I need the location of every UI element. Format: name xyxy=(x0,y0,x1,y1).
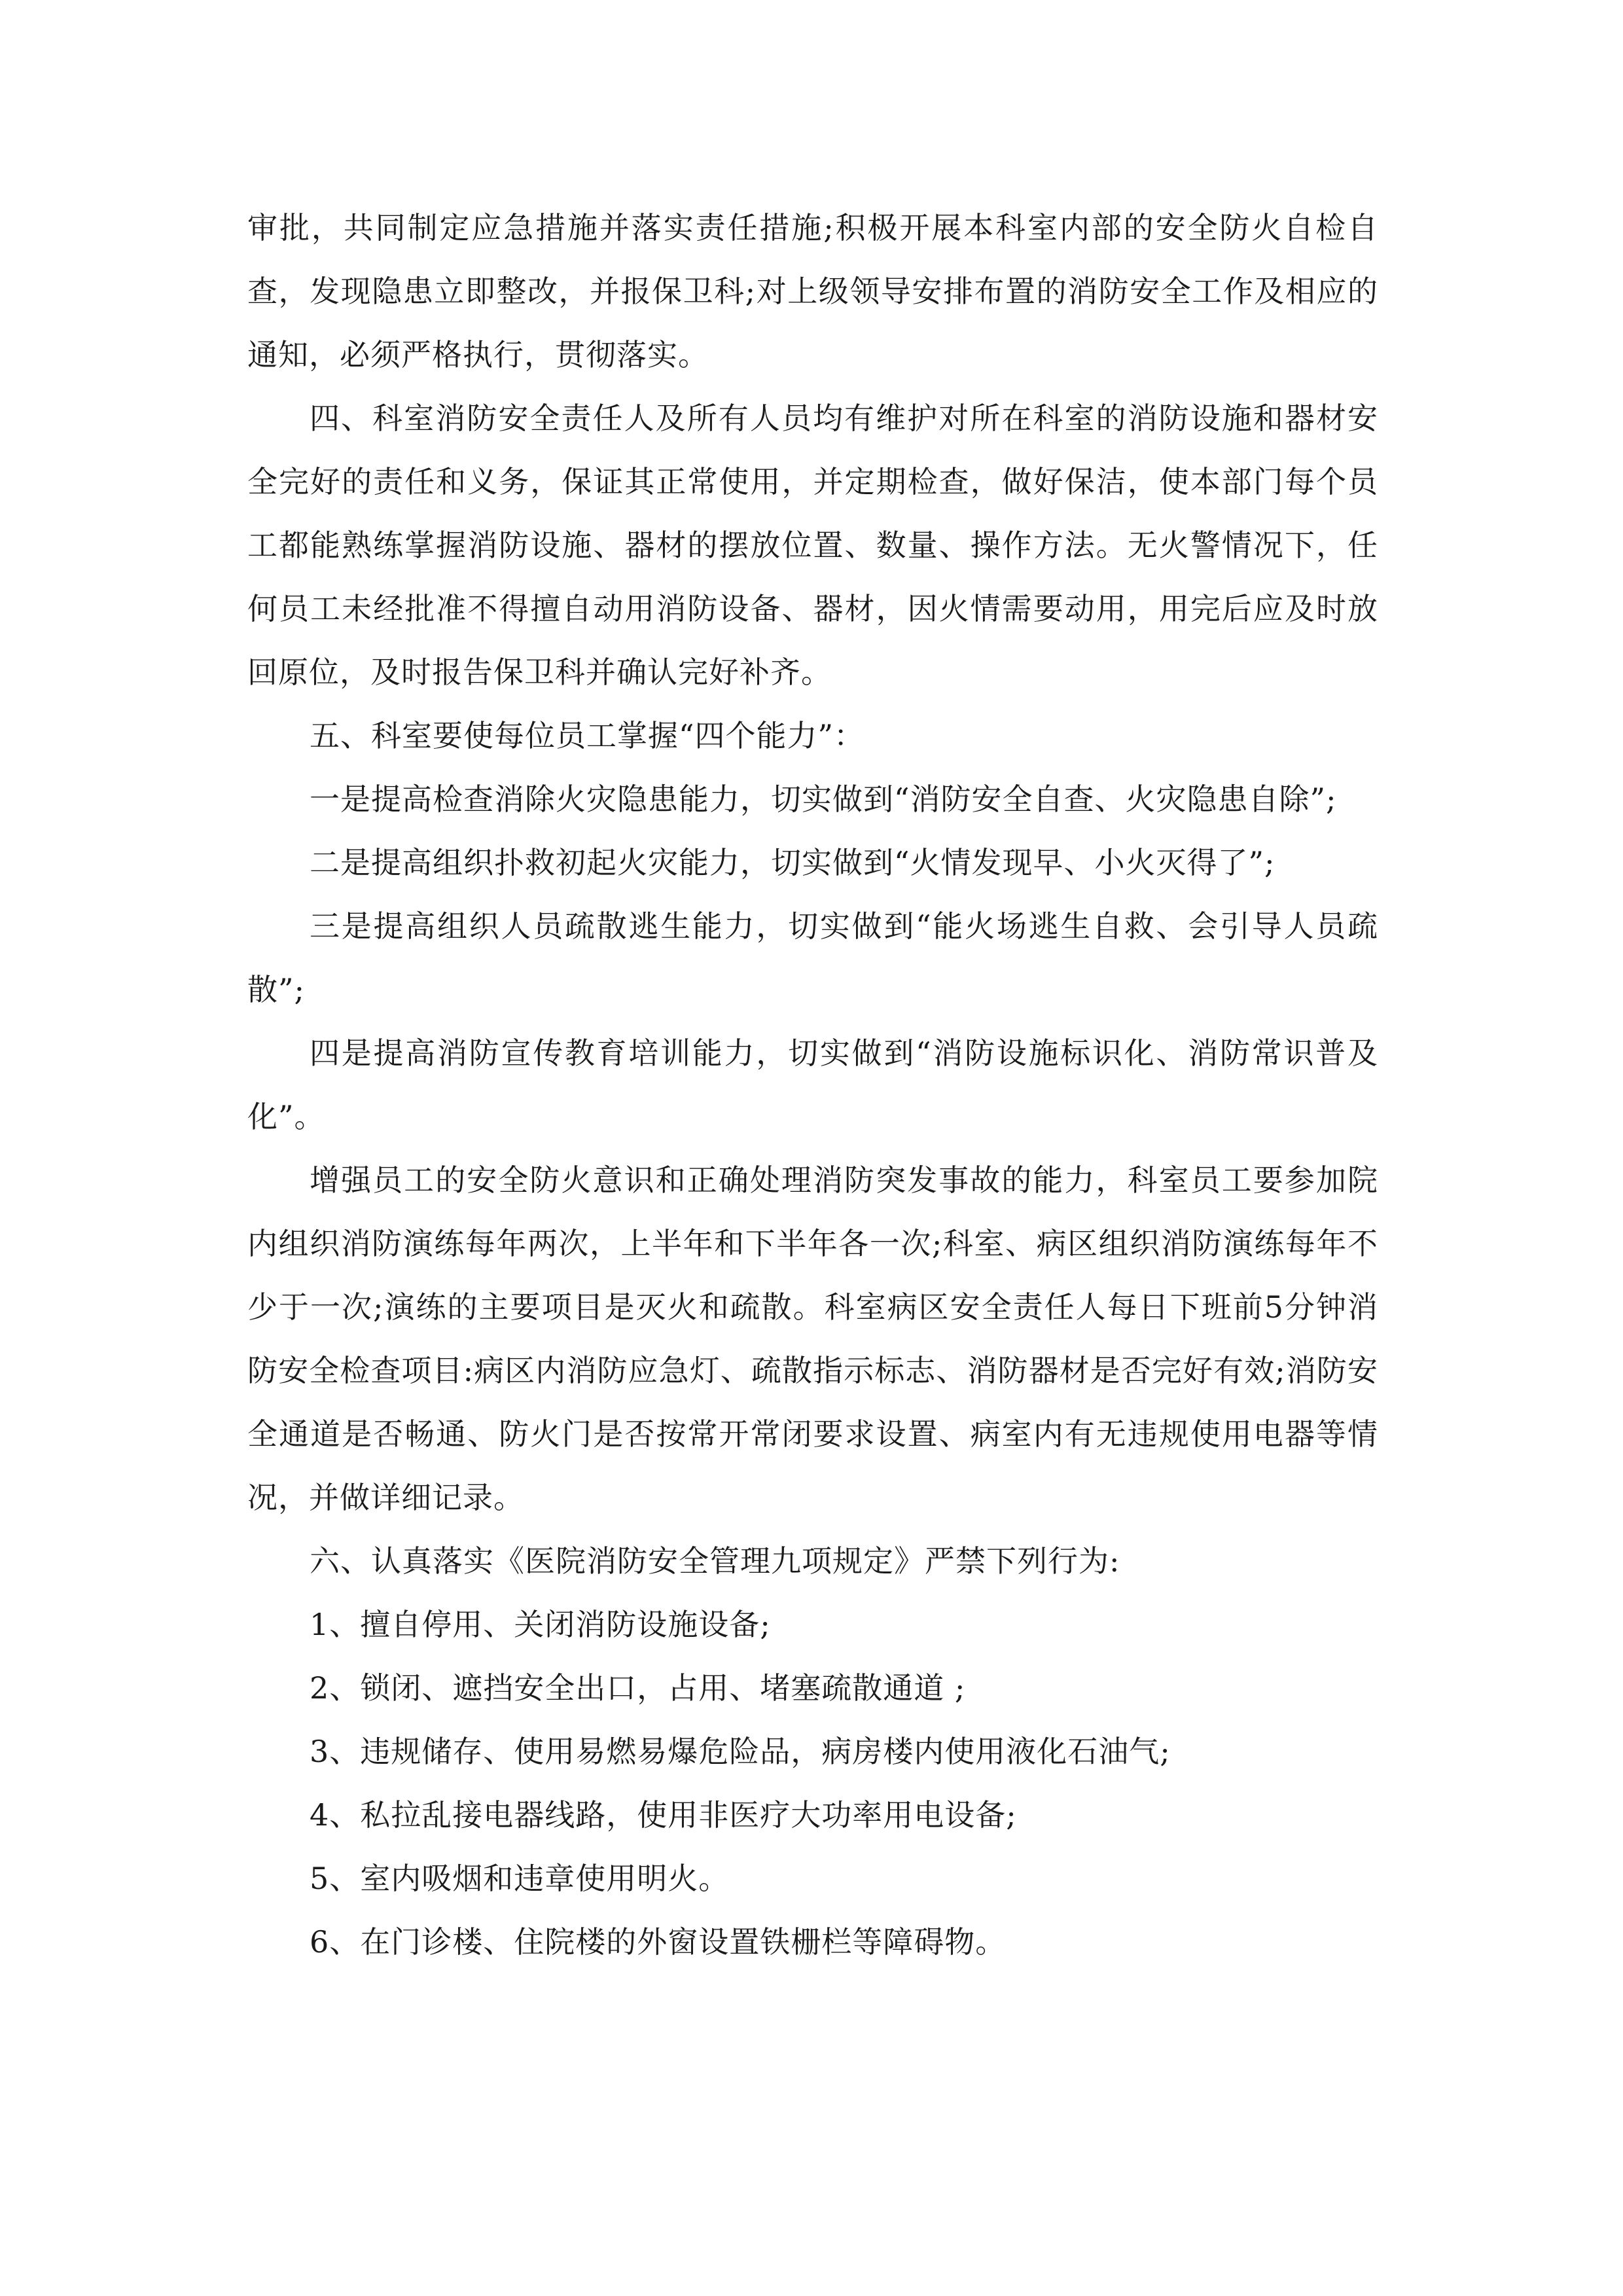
paragraph-ability-three: 三是提高组织人员疏散逃生能力，切实做到“能火场逃生自救、会引导人员疏散”; xyxy=(247,908,1378,1007)
paragraph-ability-four: 四是提高消防宣传教育培训能力，切实做到“消防设施标识化、消防常识普及化”。 xyxy=(247,1035,1378,1134)
list-item-5: 5、室内吸烟和违章使用明火。 xyxy=(310,1861,730,1896)
paragraph-ability-one: 一是提高检查消除火灾隐患能力，切实做到“消防安全自查、火灾隐患自除”; xyxy=(310,781,1337,817)
list-item-3: 3、违规储存、使用易燃易爆危险品，病房楼内使用液化石油气; xyxy=(310,1734,1171,1769)
paragraph-section-six: 六、认真落实《医院消防安全管理九项规定》严禁下列行为: xyxy=(310,1543,1120,1579)
paragraph-section-four: 四、科室消防安全责任人及所有人员均有维护对所在科室的消防设施和器材安全完好的责任和义务，保证其正常使用，并定期检查，做好保洁，使本部门每个员工都能熟练掌握消防设施、器材的摆放位置、数量、操作方法。无火警情况下，任何员工未经批准不得擅自动用消防设备、器材，因火情需要动用，用完后应及时放回原位，及时报告保卫科并确认完好补齐。 xyxy=(247,401,1378,690)
list-item-4: 4、私拉乱接电器线路，使用非医疗大功率用电设备; xyxy=(310,1797,1017,1833)
list-item-1: 1、擅自停用、关闭消防设施设备; xyxy=(310,1607,771,1642)
list-item-6: 6、在门诊楼、住院楼的外窗设置铁栅栏等障碍物。 xyxy=(310,1924,1007,1960)
paragraph-section-five: 五、科室要使每位员工掌握“四个能力”： xyxy=(310,718,865,753)
list-item-2: 2、锁闭、遮挡安全出口，占用、堵塞疏散通道 ; xyxy=(310,1670,966,1706)
document-page xyxy=(247,196,1378,1974)
paragraph-approval-continued: 审批，共同制定应急措施并落实责任措施;积极开展本科室内部的安全防火自检自查，发现隐患立即整改，并报保卫科;对上级领导安排布置的消防安全工作及相应的通知，必须严格执行，贯彻落实。 xyxy=(247,210,1378,372)
paragraph-drills: 增强员工的安全防火意识和正确处理消防突发事故的能力，科室员工要参加院内组织消防演练每年两次，上半年和下半年各一次;科室、病区组织消防演练每年不少于一次;演练的主要项目是灭火和疏散。科室病区安全责任人每日下班前5分钟消防安全检查项目:病区内消防应急灯、疏散指示标志、消防器材是否完好有效;消防安全通道是否畅通、防火门是否按常开常闭要求设置、病室内有无违规使用电器等情况，并做详细记录。 xyxy=(247,1162,1378,1515)
paragraph-ability-two: 二是提高组织扑救初起火灾能力，切实做到“火情发现早、小火灭得了”; xyxy=(310,845,1275,880)
